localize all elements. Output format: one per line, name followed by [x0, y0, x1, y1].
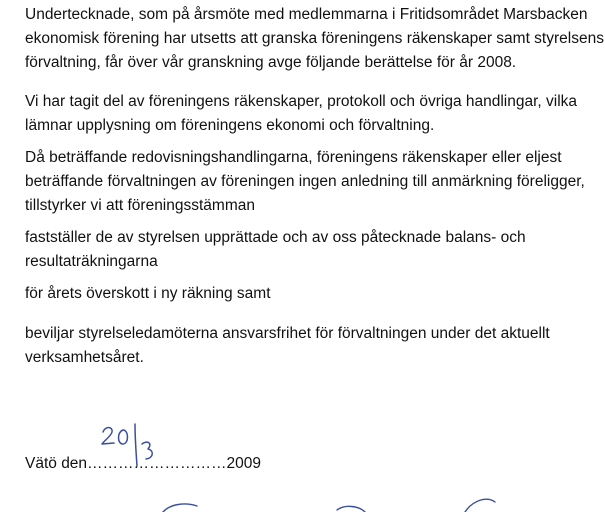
text-line: lämnar upplysning om föreningens ekonomi och förvaltning. — [25, 117, 435, 134]
text-line: fastställer de av styrelsen upprättade och av oss påtecknade balans- och — [25, 229, 526, 246]
paragraph-appointment — [25, 3, 604, 75]
place-and-date-line: Vätö den………………………2009 — [25, 455, 262, 472]
text-line: för årets överskott i ny räkning samt — [25, 285, 271, 302]
paragraph-discharge — [25, 322, 550, 370]
text-line: förvaltning, får över vår granskning avge följande berättelse för år 2008. — [25, 54, 517, 71]
text-line: beviljar styrelseledamöterna ansvarsfrihet för förvaltningen under det aktuellt — [25, 325, 550, 342]
paragraph-surplus — [25, 282, 271, 306]
signature-strokes — [25, 486, 600, 512]
text-line: beträffande förvaltningen av föreningen ingen anledning till anmärkning föreligger, — [25, 173, 585, 190]
text-line: Då beträffande redovisningshandlingarna, föreningens räkenskaper eller eljest — [25, 149, 562, 166]
text-line: verksamhetsåret. — [25, 349, 144, 366]
text-line: Vi har tagit del av föreningens räkenskaper, protokoll och övriga handlingar, vilka — [25, 93, 578, 110]
paragraph-recommendation — [25, 146, 585, 218]
text-line: Undertecknade, som på årsmöte med medlemmarna i Fritidsområdet Marsbacken — [25, 6, 588, 23]
paragraph-review-scope — [25, 90, 577, 138]
text-line: ekonomisk förening har utsetts att granska föreningens räkenskaper samt styrelsens — [25, 30, 604, 47]
audit-report-document — [25, 0, 604, 512]
text-line: resultaträkningarna — [25, 253, 158, 270]
text-line: tillstyrker vi att föreningsstämman — [25, 197, 255, 214]
paragraph-balance-sheet — [25, 226, 526, 274]
